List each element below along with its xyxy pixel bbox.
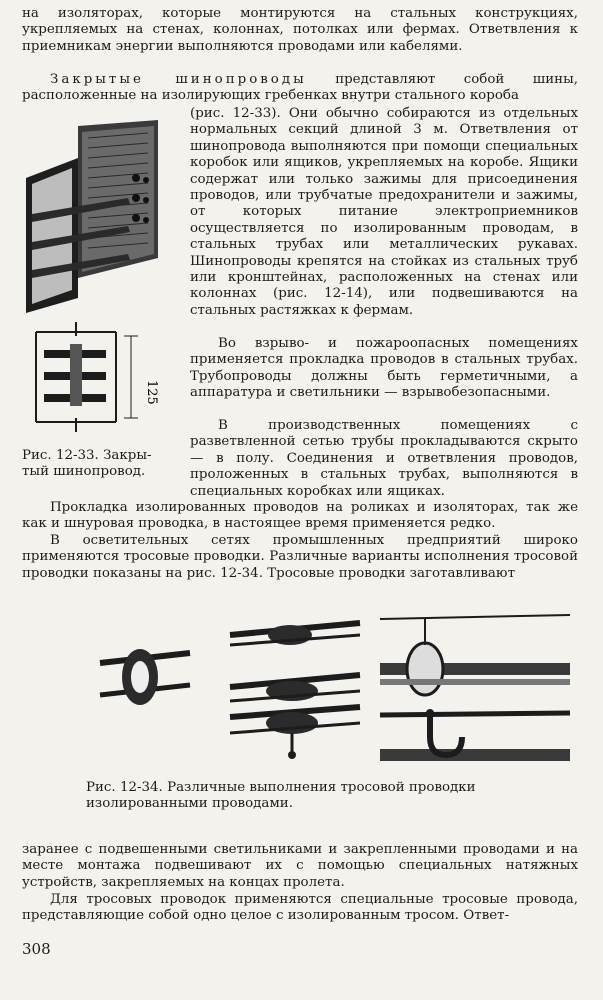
clamp-variant-4 [380, 709, 570, 761]
figure-12-34-caption-line-2: изолированными проводами. [86, 796, 293, 812]
paragraph-3: (рис. 12-33). Они обычно собираются из отдельных нормальных секций длиной 3 м. Ответвления от шинопровода выполняются при помощи специальных коробок или ящиков, укрепляемых на коробе. Ящики содержат или только зажимы для присоединения проводов, или трубчатые предохранители и зажимы, от которых питание электроприемников осуществляется по изолированным проводам, в стальных трубах или металлических рукавах. Шинопроводы крепятся на стойках из стальных труб или кронштейнах, расположенных на стенах или колоннах (рис. 12-14), или подвешиваются на стальных растяжках к фермам. [190, 106, 578, 318]
paragraph-2-text: представляют собой шины, расположенные на изолирующих гребенках внутри стального короба [22, 72, 578, 104]
paragraph-8: заранее с подвешенными светильниками и закрепленными проводами и на месте монтажа подвешивают их с помощью специальных натяжных устройств, закрепляемых на концах пролета. [22, 842, 578, 890]
page-number: 308 [22, 940, 51, 958]
paragraph-4: Во взрыво- и пожароопасных помещениях применяется прокладка проводов в стальных трубах. Трубопроводы должны быть герметичными, а аппаратура и светильники — взрывобезопасными. [190, 336, 578, 401]
figure-12-33-cross-section [26, 322, 186, 432]
clamp-variant-2 [230, 623, 360, 759]
paragraph-7: В осветительных сетях промышленных предприятий широко применяются тросовые проводки. Различные варианты исполнения тросовой проводки показаны на рис. 12-34. Тросовые проводки заготавливают [22, 533, 578, 581]
paragraph-5: В производственных помещениях с разветвленной сетью трубы прокладываются скрыто — в полу. Соединения и ответвления проводов, проложенных в стальных трубах, выполняются в специальных коробках или ящиках. [190, 418, 578, 499]
dimension-125-label: 125 [144, 380, 159, 405]
clamp-variant-3 [380, 615, 570, 695]
paragraph-2 [22, 72, 578, 105]
term-closed-busbars: Закрытые шинопроводы [50, 72, 307, 87]
paragraph-6: Прокладка изолированных проводов на роликах и изоляторах, так же как и шнуровая проводка, в настоящее время применяется редко. [22, 500, 578, 532]
figure-12-33-caption-line-1: Рис. 12-33. Закры- [22, 448, 152, 463]
figure-12-33-caption-line-2: тый шинопровод. [22, 464, 146, 480]
figure-12-34-caption [86, 780, 476, 813]
clamp-variant-1 [100, 649, 190, 705]
figure-12-34-caption-line-1: Рис. 12-34. Различные выполнения тросовой проводки [86, 780, 476, 795]
figure-12-33-caption [22, 448, 152, 481]
figure-12-33-busbar-3d [18, 118, 178, 318]
figure-12-34-cable-wiring [80, 605, 580, 775]
paragraph-9: Для тросовых проводок применяются специальные тросовые провода, представляющие собой одно целое с изолированным тросом. Ответ- [22, 892, 578, 924]
paragraph-1: на изоляторах, которые монтируются на стальных конструкциях, укрепляемых на стенах, колоннах, потолках или фермах. Ответвления к приемникам энергии выполняются проводами или кабелями. [22, 6, 578, 54]
